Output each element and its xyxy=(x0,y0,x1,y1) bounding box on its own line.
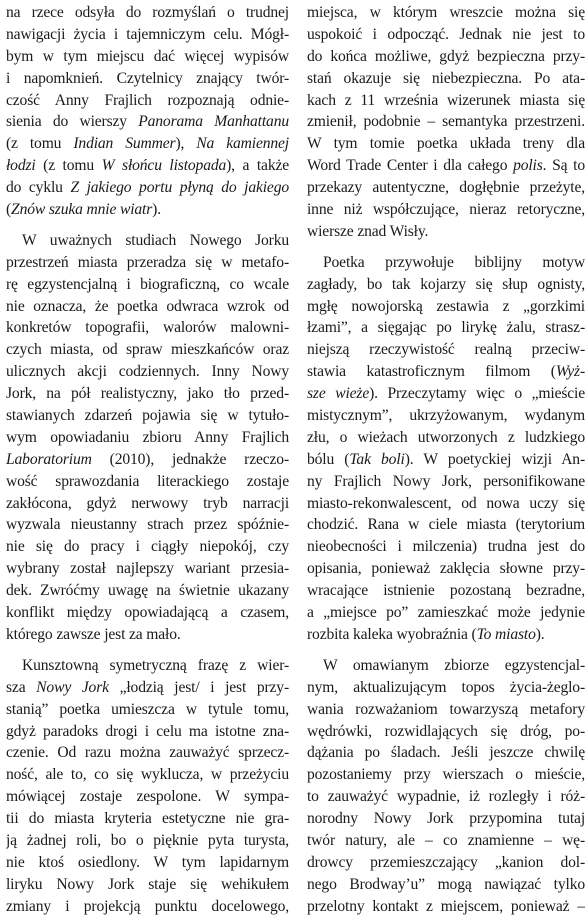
text-run: sienia do wierszy xyxy=(6,113,139,131)
text-line: stanią” poetka umieszcza w tytule tomu, xyxy=(6,700,289,718)
text-line: nawigacji życia i tajemniczym celu. Mógł- xyxy=(6,25,289,43)
text-line: do końca możliwe, gdyż bezpieczna przy- xyxy=(307,47,585,65)
text-line: zakłócona, gdyż nerwowy tryb narracji xyxy=(6,494,289,512)
text-run: ). W poetyckiej wizji An- xyxy=(404,450,585,468)
text-line: rę egzystencjalną i biograficzną, co wcale xyxy=(6,275,289,293)
text-run: (z tomu xyxy=(6,135,74,153)
text-run: ( xyxy=(6,201,12,219)
text-run: ). xyxy=(535,625,545,643)
text-line: liryku Nowy Jork staje się wehikułem xyxy=(6,875,289,893)
paragraph-gap xyxy=(6,221,289,230)
text-line: wędrówki, rozwidlających się dróg, po- xyxy=(307,722,585,740)
italic-title: Panorama Manhattanu xyxy=(138,113,289,131)
text-line: nie ktoś osiedlony. W tym lapidarnym xyxy=(6,853,289,871)
text-line: twór natury, ale – co znamienne – wę- xyxy=(307,831,585,849)
text-line: a „miejsce po” zamieszkać może jedynie xyxy=(307,604,585,622)
text-line xyxy=(6,155,289,177)
italic-title: łodzi xyxy=(6,157,36,175)
text-line: Word Trade Center i dla całego polis. Są to xyxy=(307,157,585,175)
text-line: dążania po śladach. Jeśli jeszcze chwilę xyxy=(307,744,585,762)
text-line: czenie. Od razu można zauważyć sprzecz- xyxy=(6,744,289,762)
text-line: nieobecności i milczenia) trudna jest do xyxy=(307,538,585,556)
text-line: ny Frajlich Nowy Jork, personifikowane xyxy=(307,472,585,490)
text-line: opisania, ponieważ zaklęcia słowne przy- xyxy=(307,560,585,578)
text-line xyxy=(6,199,289,221)
text-line: drowcy przemieszczający „kanion dol- xyxy=(307,853,585,871)
text-line: gdyż paradoks drogi i celu ma istotne zna- xyxy=(6,722,289,740)
text-line: i napomknień. Czytelnicy znający twór- xyxy=(6,69,289,87)
italic-title: sze wieże xyxy=(307,385,370,403)
italic-title: Na kamiennej xyxy=(196,135,289,153)
text-line: miasto-rekonwalescent, od nowa uczy się xyxy=(307,494,585,512)
italic-title: Wyż- xyxy=(555,363,585,381)
text-line: nego Brodway’u” mogą nawiązać tylko xyxy=(307,875,585,893)
text-run: ), a także xyxy=(226,157,289,175)
text-line: wyzwala nieustanny strach przez spóźnie- xyxy=(6,516,289,534)
text-line: bym w tym miejscu dać więcej wypisów xyxy=(6,47,289,65)
paragraph-gap xyxy=(6,646,289,655)
text-line: miejsca, w którym wreszcie można się xyxy=(307,4,585,21)
text-line: pozostaniemy przy wierszach o mieście, xyxy=(307,766,585,784)
text-line xyxy=(307,361,585,383)
text-run: bólu ( xyxy=(307,450,350,468)
text-line: mistycznym”, ukrzyżowanym, wydanym xyxy=(307,407,585,425)
italic-title: To miasto xyxy=(476,625,536,643)
text-line: norodny Nowy Jork przypomina tutaj xyxy=(307,810,585,828)
italic-title: Nowy Jork xyxy=(36,678,109,696)
text-line: wracające istnienie pozostaną bezradne, xyxy=(307,582,585,600)
text-line: chodzić. Rana w ciele miasta (terytorium xyxy=(307,516,585,534)
text-line: którego zawsze jest za mało. xyxy=(6,625,181,643)
text-line: zmienił, podobnie – semantyka przestrzeni. xyxy=(307,113,585,131)
text-line: Poetka przywołuje biblijny motyw xyxy=(323,253,585,271)
italic-title: Indian Summer xyxy=(73,135,176,153)
text-line: W uważnych studiach Nowego Jorku xyxy=(22,231,289,249)
text-line: wość sprawozdania literackiego zostaje xyxy=(6,472,289,490)
text-line xyxy=(6,449,289,471)
text-line xyxy=(6,677,289,699)
text-line: wiersze znad Wisły. xyxy=(307,222,429,240)
text-line: łzami”, a sięgając po lirykę żalu, strasz- xyxy=(307,319,585,337)
text-line: uspokoić i odpocząć. Jednak nie jest to xyxy=(307,25,585,43)
text-run: ). xyxy=(152,201,161,219)
text-line: mówiącej zostaje zespolone. W sympa- xyxy=(6,788,289,806)
text-line xyxy=(6,111,289,133)
italic-title: Z jakiego portu płyną do jakiego xyxy=(70,179,289,197)
text-line: dek. Zwróćmy uwagę na świetnie ukazany xyxy=(6,582,289,600)
text-line xyxy=(307,449,585,471)
text-line xyxy=(307,624,585,646)
text-line: niejszą rzeczywistość realną przeciw- xyxy=(307,341,585,359)
left-text-column xyxy=(6,2,289,918)
italic-title: W słońcu listopada xyxy=(101,157,227,175)
text-run: stawia katastroficznym filmom ( xyxy=(307,363,556,381)
text-line: ulicznych akcji codziennych. Inny Nowy xyxy=(6,363,289,381)
text-line: przestrzeń miasta przeradza się w metafo- xyxy=(6,253,289,271)
text-line: nie się do pracy i ciągły niepokój, czy xyxy=(6,538,289,556)
text-run: (z tomu xyxy=(35,157,102,175)
text-line: inne niż współczujące, nieraz retoryczne, xyxy=(307,201,585,219)
text-line: złu, o wieżach utworzonych z ludzkiego xyxy=(307,428,585,446)
text-line: to zauważyć wypadnie, iż rozległy i róż- xyxy=(307,788,585,806)
paragraph-gap xyxy=(307,646,585,655)
text-run: rozbita kaleka wyobraźnia ( xyxy=(307,625,477,643)
text-line: tii do miasta kryteria estetyczne nie gra- xyxy=(6,810,289,828)
text-run: sza xyxy=(6,678,37,696)
text-line: ność, ale to, co się wyklucza, w przeżyciu xyxy=(6,766,289,784)
text-line: Kunsztowną symetryczną frazę z wier- xyxy=(22,656,289,674)
text-line xyxy=(6,133,289,155)
text-line: zmiany i projekcją punktu docelowego, xyxy=(6,897,289,915)
text-line: ją żadnej roli, bo o pięknie pyta turysta, xyxy=(6,831,289,849)
italic-title: Tak boli xyxy=(349,450,405,468)
text-run: (2010), jednakże rzeczo- xyxy=(91,450,289,468)
text-line: wania rozważaniom towarzyszą metafory xyxy=(307,700,585,718)
text-run: ). Przeczytamy więc o „mieście xyxy=(369,385,585,403)
text-line: stawianych zdarzeń pojawia się w tytuło- xyxy=(6,407,289,425)
text-line: na rzece odsyła do rozmyślań o trudnej xyxy=(6,4,289,21)
text-line: Jork, na pół realistyczny, jako tło przed- xyxy=(6,385,289,403)
italic-title: Znów szuka mnie wiatr xyxy=(11,201,153,219)
text-run: do cyklu xyxy=(6,179,71,197)
right-text-column xyxy=(307,2,585,918)
text-line: W omawianym zbiorze egzystencjal- xyxy=(323,656,585,674)
text-line: przekazy autentyczne, dogłębnie przeżyte, xyxy=(307,179,585,197)
text-line: czych miasta, od spraw mieszkańców oraz xyxy=(6,341,289,359)
text-line: konkretów topografii, walorów malowni- xyxy=(6,319,289,337)
text-line xyxy=(6,177,289,199)
text-line: W tym tomie poetka układa treny dla xyxy=(307,135,585,153)
text-line: nie oznacza, że poetka odwraca wzrok od xyxy=(6,297,289,315)
text-line: wybrany został najlepszy wariant przesia- xyxy=(6,560,289,578)
text-line: czość Anny Frajlich rozpoznają odnie- xyxy=(6,91,289,109)
text-line: mgłę nowojorską zestawia z „gorzkimi xyxy=(307,297,585,315)
text-line xyxy=(307,383,585,405)
text-line: konflikt między opowiadającą a czasem, xyxy=(6,604,289,622)
text-line: kach z 11 września wizerunek miasta się xyxy=(307,91,585,109)
paragraph-gap xyxy=(307,243,585,252)
text-run: „łodzią jest/ i jest przy- xyxy=(108,678,289,696)
text-run: ), xyxy=(175,135,197,153)
text-line: zagłady, bo tak kojarzy się słup ognisty, xyxy=(307,275,585,293)
text-line: przelotny kontakt z miejscem, ponieważ – xyxy=(307,897,585,915)
italic-word: polis xyxy=(513,157,543,175)
text-line: nym, aktualizującym topos życia-żeglo- xyxy=(307,678,585,696)
text-line: stań okazuje się niebezpieczna. Po ata- xyxy=(307,69,585,87)
italic-title: Laboratorium xyxy=(6,450,92,468)
text-line: wym opowiadaniu zbioru Anny Frajlich xyxy=(6,428,289,446)
